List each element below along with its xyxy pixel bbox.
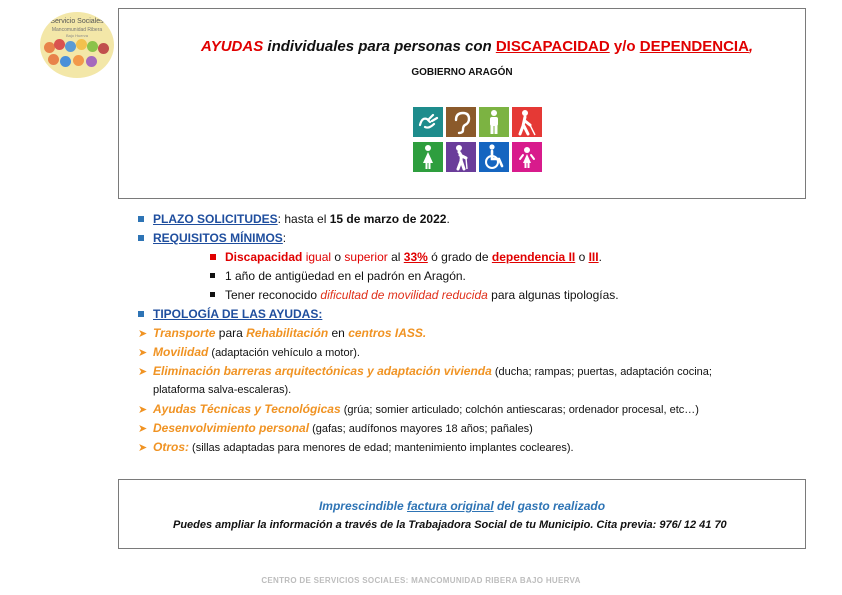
logo-line-3: Bajo Huerva — [65, 33, 88, 38]
title-text: individuales para personas con — [263, 38, 496, 55]
requisitos-colon: : — [282, 231, 287, 245]
elderly-cane-icon — [446, 142, 476, 172]
bullet-square-icon — [210, 254, 216, 260]
sign-language-icon — [413, 107, 443, 137]
arrow-bullet-icon: ➤ — [138, 404, 148, 416]
t1-e: centros IASS. — [348, 326, 427, 340]
r1-discapacidad: Discapacidad — [225, 250, 303, 264]
hearing-icon — [446, 107, 476, 137]
t4-b: (grúa; somier articulado; colchón antiescaras; ordenador procesal, etc…) — [340, 404, 699, 416]
tipologia-line — [138, 305, 322, 324]
r1-percent: 33% — [403, 250, 428, 264]
factura-a: Imprescindible — [318, 499, 407, 513]
disability-icons-grid — [413, 107, 543, 173]
header-box — [118, 8, 806, 199]
logo-child-face — [86, 56, 97, 67]
plazo-label: PLAZO SOLICITUDES — [153, 212, 278, 226]
r1-o2: o — [575, 250, 589, 264]
t6-b: (sillas adaptadas para menores de edad; mantenimiento implantes cocleares). — [189, 442, 574, 454]
factura-c: del gasto realizado — [493, 499, 606, 513]
logo-child-face — [76, 39, 87, 50]
logo-child-face — [54, 39, 65, 50]
tipologia-item-otros — [138, 438, 574, 458]
title-discapacidad: DISCAPACIDAD — [495, 38, 610, 55]
tipologia-item-desenvolvimiento — [138, 419, 533, 439]
logo-child-face — [65, 41, 76, 52]
contact-info: Puedes ampliar la información a través de la Trabajadora Social de tu Municipio. Cita previa: 976/ 12 41 70 — [173, 519, 727, 531]
t1-c: Rehabilitación — [246, 326, 329, 340]
blind-cane-icon — [512, 107, 542, 137]
wheelchair-icon — [479, 142, 509, 172]
page-subtitle: GOBIERNO ARAGÓN — [411, 67, 513, 78]
logo-child-face — [87, 41, 98, 52]
bullet-square-icon — [138, 235, 144, 241]
r1-dependencia: dependencia II — [491, 250, 576, 264]
logo-child-face — [98, 43, 109, 54]
social-services-logo — [40, 12, 114, 78]
plazo-text: : hasta el — [277, 212, 330, 226]
r1-al: al — [387, 250, 404, 264]
woman-icon — [413, 142, 443, 172]
logo-child-face — [73, 55, 84, 66]
plazo-line — [138, 210, 450, 229]
factura-notice — [119, 499, 805, 513]
t2-b: (adaptación vehículo a motor). — [208, 347, 360, 359]
bullet-square-icon — [210, 292, 215, 297]
r1-superior: superior — [344, 250, 388, 264]
t1-a: Transporte — [153, 326, 216, 340]
tipologia-item-transporte — [138, 324, 426, 344]
bullet-square-icon — [138, 311, 144, 317]
factura-b: factura original — [406, 499, 494, 513]
requisitos-label: REQUISITOS MÍNIMOS — [153, 231, 283, 245]
logo-child-face — [60, 56, 71, 67]
plazo-period: . — [446, 212, 450, 226]
r1-grado: ó grado de — [427, 250, 492, 264]
r1-period: . — [598, 250, 602, 264]
tipologia-item-movilidad — [138, 343, 360, 363]
t1-d: en — [328, 326, 349, 340]
tipologia-label: TIPOLOGÍA DE LAS AYUDAS: — [153, 307, 323, 321]
tipologia-item-tecnicas — [138, 400, 699, 420]
footer-box — [118, 479, 806, 549]
arrow-bullet-icon: ➤ — [138, 423, 148, 435]
t3-a: Eliminación barreras arquitectónicas y adaptación vivienda — [153, 364, 492, 378]
r1-iii: III — [588, 250, 599, 264]
arrow-bullet-icon: ➤ — [138, 347, 148, 359]
tipologia-item-barreras — [138, 362, 712, 382]
t3-b: (ducha; rampas; puertas, adaptación cocina; — [491, 366, 712, 378]
bullet-square-icon — [210, 273, 215, 278]
logo-line-2: Mancomunidad Ribera — [51, 27, 103, 33]
requisito-3 — [210, 286, 619, 305]
r3-highlight: dificultad de movilidad reducida — [320, 288, 488, 302]
bullet-square-icon — [138, 216, 144, 222]
logo-line-1: Servicio Sociales — [50, 18, 104, 25]
logo-child-face — [48, 54, 59, 65]
t6-a: Otros: — [153, 440, 189, 454]
r1-o: o — [331, 250, 345, 264]
r3-rest: para algunas tipologías. — [487, 288, 619, 302]
arrow-bullet-icon: ➤ — [138, 442, 148, 454]
arrow-bullet-icon: ➤ — [138, 328, 148, 340]
t5-a: Desenvolvimiento personal — [153, 421, 310, 435]
r1-igual: igual — [302, 250, 332, 264]
t4-a: Ayudas Técnicas y Tecnológicas — [153, 402, 341, 416]
r3-text: Tener reconocido — [225, 288, 321, 302]
title-yo: y/o — [609, 38, 640, 55]
standing-person-icon — [479, 107, 509, 137]
title-dependencia: DEPENDENCIA — [639, 38, 749, 55]
t1-b: para — [215, 326, 247, 340]
page-footer: CENTRO DE SERVICIOS SOCIALES: MANCOMUNIDAD RIBERA BAJO HUERVA — [261, 576, 581, 585]
tipologia-item-barreras-cont: plataforma salva-escaleras). — [153, 384, 292, 396]
child-icon — [512, 142, 542, 172]
title-ayudas: AYUDAS — [201, 38, 264, 55]
arrow-bullet-icon: ➤ — [138, 366, 148, 378]
t5-b: (gafas; audífonos mayores 18 años; pañales) — [309, 423, 533, 435]
page-title — [201, 38, 801, 55]
requisito-1 — [210, 248, 602, 267]
t2-a: Movilidad — [153, 345, 209, 359]
requisito-2 — [210, 267, 466, 286]
title-comma: , — [748, 38, 754, 55]
requisitos-line — [138, 229, 286, 248]
plazo-date: 15 de marzo de 2022 — [329, 212, 447, 226]
r2-text: 1 año de antigüedad en el padrón en Aragón. — [225, 269, 466, 283]
